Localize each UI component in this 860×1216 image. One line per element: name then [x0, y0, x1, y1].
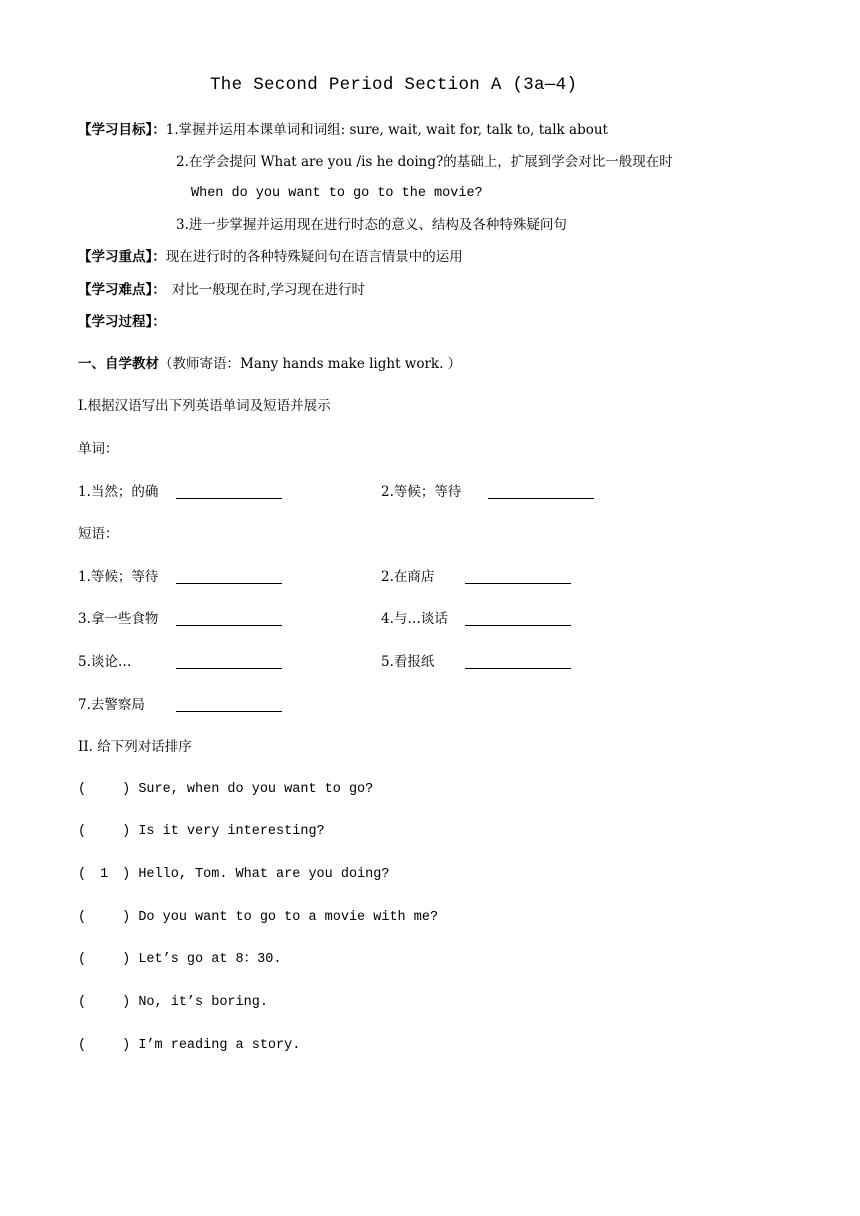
- dialogue-item: ( ) Do you want to go to a movie with me?: [78, 910, 439, 925]
- key-points-label: 【学习重点】：: [78, 249, 166, 265]
- dialogue-item: ( ) Is it very interesting?: [78, 824, 325, 839]
- dialogue-text: I’m reading a story.: [138, 1038, 301, 1053]
- phrase-7-label: 7.去警察局: [78, 697, 145, 713]
- word-2-blank[interactable]: [488, 484, 594, 499]
- word-1-blank[interactable]: [176, 484, 282, 499]
- part2-heading: II. 给下列对话排序: [78, 739, 192, 755]
- dialogue-text: Do you want to go to a movie with me?: [138, 910, 439, 925]
- phrase-1-blank[interactable]: [176, 569, 282, 584]
- page-title: The Second Period Section A (3a—4): [210, 75, 578, 95]
- section1-heading: 一、自学教材: [78, 356, 159, 372]
- phrase-4-blank[interactable]: [465, 611, 571, 626]
- phrase-1-label: 1.等候；等待: [78, 569, 159, 585]
- dialogue-text: Is it very interesting?: [138, 824, 325, 839]
- word-2-label: 2.等候；等待: [381, 484, 462, 500]
- dialogue-item: ( ) I’m reading a story.: [78, 1038, 301, 1053]
- phrase-6-label: 5.看报纸: [381, 654, 435, 670]
- dialogue-text: Let’s go at 8：30.: [138, 952, 282, 967]
- dialogue-item: ( 1 ) Hello, Tom. What are you doing?: [78, 867, 390, 882]
- word-1-label: 1.当然；的确: [78, 484, 159, 500]
- order-answer[interactable]: 1: [100, 867, 109, 882]
- phrase-2-label: 2.在商店: [381, 569, 435, 585]
- objectives-row: [78, 121, 608, 139]
- objective-3: 3.进一步掌握并运用现在进行时态的意义、结构及各种特殊疑问句: [176, 217, 567, 233]
- process-label: 【学习过程】：: [78, 314, 166, 330]
- objective-1: 1.掌握并运用本课单词和词组: sure, wait, wait for, talk to, talk about: [165, 122, 608, 138]
- phrase-5-label: 5.谈论…: [78, 654, 132, 670]
- dialogue-text: Sure, when do you want to go?: [138, 782, 374, 797]
- objectives-label: 【学习目标】：: [78, 122, 166, 138]
- objective-2: 2.在学会提问 What are you /is he doing?的基础上，扩展到学会对比一般现在时: [176, 154, 673, 170]
- words-label: 单词：: [78, 441, 119, 457]
- phrase-3-blank[interactable]: [176, 611, 282, 626]
- difficulties-text: 对比一般现在时,学习现在进行时: [171, 282, 366, 298]
- phrase-7-blank[interactable]: [176, 697, 282, 712]
- phrases-label: 短语：: [78, 526, 119, 542]
- section1-note: （教师寄语：Many hands make light work. ）: [159, 356, 462, 372]
- phrase-2-blank[interactable]: [465, 569, 571, 584]
- phrase-3-label: 3.拿一些食物: [78, 611, 159, 627]
- phrase-5-blank[interactable]: [176, 654, 282, 669]
- dialogue-item: ( ) No, it’s boring.: [78, 995, 268, 1010]
- objective-2-example: When do you want to go to the movie?: [191, 186, 483, 201]
- key-points-row: [78, 248, 463, 266]
- phrase-4-label: 4.与…谈话: [381, 611, 448, 627]
- dialogue-text: No, it’s boring.: [138, 995, 268, 1010]
- phrase-6-blank[interactable]: [465, 654, 571, 669]
- dialogue-text: Hello, Tom. What are you doing?: [138, 867, 390, 882]
- section1-row: [78, 355, 461, 373]
- difficulties-row: [78, 281, 365, 299]
- dialogue-item: ( ) Let’s go at 8：30.: [78, 952, 282, 967]
- part1-heading: I.根据汉语写出下列英语单词及短语并展示: [78, 398, 331, 414]
- difficulties-label: 【学习难点】：: [78, 282, 166, 298]
- dialogue-item: ( ) Sure, when do you want to go?: [78, 782, 374, 797]
- key-points-text: 现在进行时的各种特殊疑问句在语言情景中的运用: [165, 249, 463, 265]
